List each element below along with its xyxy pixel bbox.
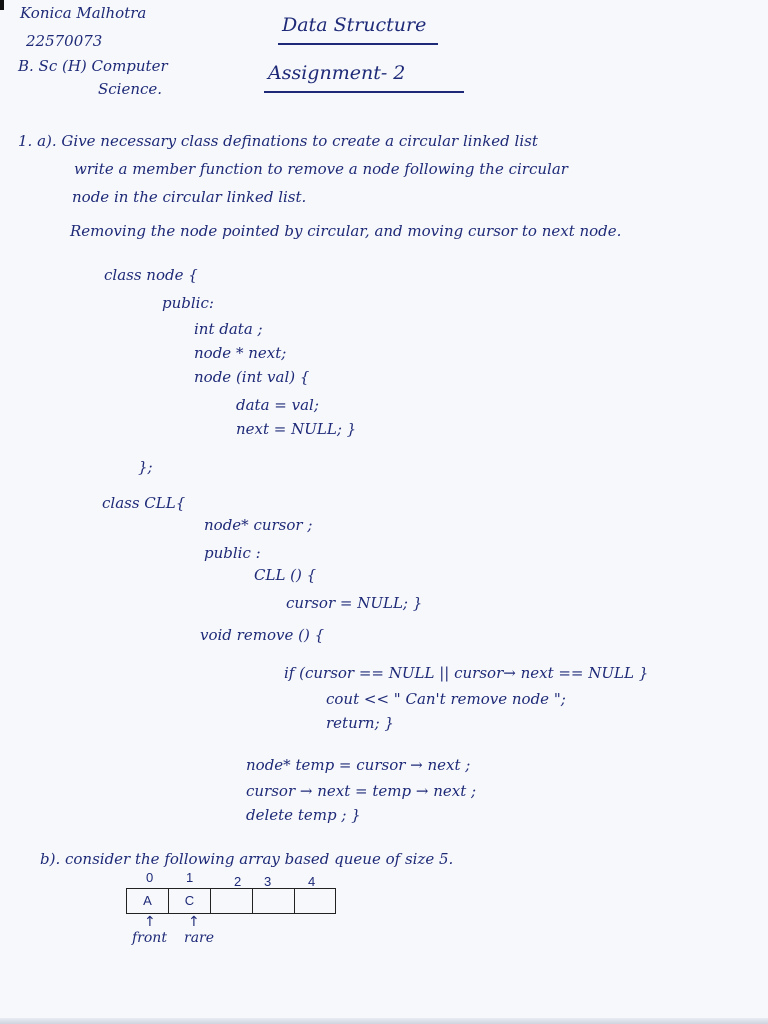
code-line: public : — [204, 544, 261, 562]
code-line: }; — [138, 458, 153, 476]
code-line: node (int val) { — [194, 368, 310, 386]
code-line: int data ; — [194, 320, 263, 338]
queue-index: 4 — [308, 874, 316, 889]
code-line: cout << " Can't remove node "; — [326, 690, 566, 708]
queue-cell — [252, 888, 294, 914]
queue-index: 0 — [146, 870, 154, 885]
front-arrow-icon: ↑ — [144, 914, 156, 930]
code-line: cursor = NULL; } — [286, 594, 423, 612]
subject-title: Data Structure — [282, 14, 427, 36]
assignment-underline — [264, 91, 464, 93]
code-line: node* cursor ; — [204, 516, 313, 534]
question-1b-text: b). consider the following array based queue of size 5. — [40, 850, 454, 868]
queue-cell: C — [168, 888, 210, 914]
question-1a-line-2: write a member function to remove a node following the circular — [74, 160, 568, 178]
queue-index: 1 — [186, 870, 194, 885]
code-line: delete temp ; } — [246, 806, 361, 824]
code-line: cursor → next = temp → next ; — [246, 782, 477, 800]
code-line: if (cursor == NULL || cursor→ next == NULL } — [284, 664, 649, 682]
subject-underline — [278, 43, 438, 45]
code-line: data = val; — [236, 396, 319, 414]
rear-arrow-icon: ↑ — [188, 914, 200, 930]
queue-index: 3 — [264, 874, 272, 889]
question-1a-line-4: Removing the node pointed by circular, and moving cursor to next node. — [70, 222, 622, 240]
code-line: class node { — [104, 266, 198, 284]
course-line-1: B. Sc (H) Computer — [18, 57, 168, 75]
code-line: public: — [162, 294, 214, 312]
code-line: void remove () { — [200, 626, 325, 644]
queue-cell: A — [126, 888, 168, 914]
code-line: class CLL{ — [102, 494, 186, 512]
page-edge — [0, 0, 4, 10]
queue-array — [126, 888, 336, 914]
code-line: node* temp = cursor → next ; — [246, 756, 471, 774]
code-line: node * next; — [194, 344, 287, 362]
course-line-2: Science. — [98, 80, 163, 98]
question-1a-line-3: node in the circular linked list. — [72, 188, 307, 206]
assignment-title: Assignment- 2 — [268, 62, 406, 84]
queue-cell — [294, 888, 336, 914]
queue-index: 2 — [234, 874, 242, 889]
code-line: next = NULL; } — [236, 420, 357, 438]
roll-number: 22570073 — [26, 32, 103, 50]
queue-cell — [210, 888, 252, 914]
code-line: CLL () { — [254, 566, 317, 584]
question-1a-line-1: 1. a). Give necessary class definations to create a circular linked list — [18, 132, 538, 150]
code-line: return; } — [326, 714, 394, 732]
rear-label: rare — [184, 930, 215, 946]
page-bottom-edge — [0, 1018, 768, 1024]
student-name: Konica Malhotra — [20, 4, 147, 22]
front-label: front — [132, 930, 167, 946]
